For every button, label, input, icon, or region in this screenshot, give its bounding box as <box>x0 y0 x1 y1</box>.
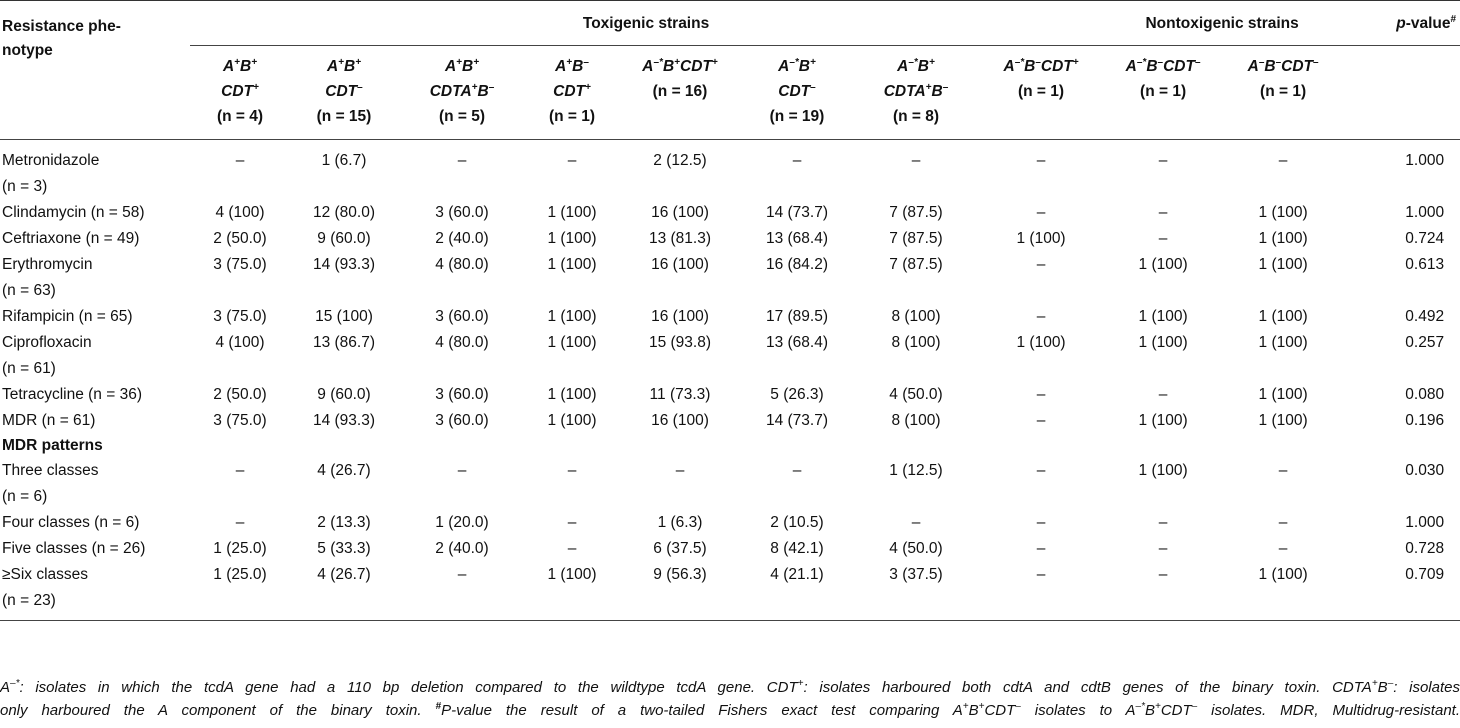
row-label: Tetracycline (n = 36) <box>2 386 142 403</box>
table-cell: 7 (87.5) <box>889 230 943 247</box>
table-cell: 4 (100) <box>215 204 265 221</box>
mdr-pattern-row <box>0 510 1460 536</box>
table-cell: 15 (93.8) <box>648 334 712 351</box>
table-cell: 1 (100) <box>1258 412 1308 429</box>
antibiotic-row <box>0 304 1460 330</box>
section-row <box>0 434 1460 458</box>
column-n: (n = 1) <box>1140 83 1187 100</box>
table-cell: 1 (100) <box>1138 334 1188 351</box>
table-cell: 7 (87.5) <box>889 256 943 273</box>
table-cell: 1 (100) <box>1258 256 1308 273</box>
column-n: (n = 1) <box>1018 83 1065 100</box>
p-value: 1.000 <box>1405 514 1445 531</box>
column-n: (n = 15) <box>316 108 372 125</box>
table-cell: – <box>1036 204 1046 221</box>
table-cell: – <box>1278 514 1288 531</box>
header-row-columns <box>0 46 1460 140</box>
table-cell: 1 (100) <box>1258 308 1308 325</box>
table-cell: 4 (80.0) <box>435 334 489 351</box>
table-cell: 2 (50.0) <box>213 230 267 247</box>
row-label: Erythromycin (n = 63) <box>2 256 93 299</box>
table-cell: 3 (37.5) <box>852 562 980 621</box>
table-cell: 13 (68.4) <box>765 230 829 247</box>
table-cell: 4 (80.0) <box>435 256 489 273</box>
row-label: MDR (n = 61) <box>2 412 96 429</box>
pvalue-header: p-value# <box>1342 1 1460 46</box>
table-cell: 1 (100) <box>1258 386 1308 403</box>
table-cell: 1 (100) <box>1138 308 1188 325</box>
antibiotic-row <box>0 330 1460 382</box>
p-value: 0.257 <box>1405 334 1445 351</box>
p-value: 0.030 <box>1405 462 1445 479</box>
table-cell: – <box>911 514 921 531</box>
table-cell: – <box>567 540 577 557</box>
table-cell: 4 (50.0) <box>889 540 943 557</box>
table-cell: 1 (100) <box>547 230 597 247</box>
table-cell: 1 (100) <box>1258 204 1308 221</box>
header-row-groups <box>0 1 1460 46</box>
table-cell: – <box>1158 152 1168 169</box>
table-cell: – <box>235 152 245 169</box>
table-cell: 15 (100) <box>315 308 373 325</box>
column-n: (n = 19) <box>769 108 825 125</box>
mdr-pattern-row <box>0 536 1460 562</box>
table-cell: 3 (75.0) <box>213 256 267 273</box>
table-cell: – <box>675 462 685 479</box>
table-cell: 9 (60.0) <box>317 386 371 403</box>
table-cell: 1 (100) <box>1016 230 1066 247</box>
table-cell: 6 (37.5) <box>653 540 707 557</box>
row-label: Three classes (n = 6) <box>2 462 99 505</box>
table-cell: 2 (50.0) <box>213 386 267 403</box>
table-cell: 2 (40.0) <box>435 540 489 557</box>
table-cell: 1 (100) <box>547 412 597 429</box>
table-cell: 1 (6.7) <box>321 152 367 169</box>
p-value: 0.080 <box>1405 386 1445 403</box>
p-value: 0.724 <box>1405 230 1445 247</box>
table-cell: 8 (100) <box>891 308 941 325</box>
table-cell: 2 (40.0) <box>435 230 489 247</box>
table-cell: 8 (100) <box>891 334 941 351</box>
column-header-3: A+B+ CDTA+B– (n = 5) <box>398 46 526 140</box>
column-header-10: A–B–CDT– (n = 1) <box>1224 46 1342 140</box>
column-n: (n = 1) <box>548 108 596 125</box>
table-cell: – <box>1278 462 1288 479</box>
column-header-6: A–*B+ CDT– (n = 19) <box>742 46 852 140</box>
table-cell: 1 (100) <box>547 334 597 351</box>
table-cell: 7 (87.5) <box>889 204 943 221</box>
column-header-4: A+B– CDT+ (n = 1) <box>526 46 618 140</box>
row-label: Ceftriaxone (n = 49) <box>2 230 140 247</box>
table-cell: 4 (100) <box>215 334 265 351</box>
table-cell: – <box>792 152 802 169</box>
antibiotic-row <box>0 408 1460 434</box>
mdr-pattern-row <box>0 562 1460 621</box>
table-cell: – <box>1036 412 1046 429</box>
table-cell: 1 (100) <box>547 308 597 325</box>
table-cell: – <box>567 462 577 479</box>
table-cell: – <box>567 152 577 169</box>
table-cell: 1 (20.0) <box>435 514 489 531</box>
footnote-line-1: A–*: isolates in which the tcdA gene had a 110 bp deletion compared to the wildtype tcdA gene. CDT+: isolates harboured both cdtA and cdtB genes of the binary toxin. CDTA+B–: isolates <box>0 678 1460 696</box>
table-cell: 1 (100) <box>1138 412 1188 429</box>
table-cell: 1 (100) <box>1016 334 1066 351</box>
table-cell: – <box>1158 204 1168 221</box>
table-cell: 1 (100) <box>547 204 597 221</box>
table-cell: 5 (26.3) <box>770 386 824 403</box>
antibiotic-row <box>0 382 1460 408</box>
table-cell: – <box>1278 540 1288 557</box>
table-cell: – <box>1158 230 1168 247</box>
row-label: Rifampicin (n = 65) <box>2 308 133 325</box>
table-cell: – <box>1036 462 1046 479</box>
table-cell: 3 (75.0) <box>213 308 267 325</box>
table-cell: 3 (60.0) <box>435 386 489 403</box>
antibiotic-row <box>0 252 1460 304</box>
table-cell: 17 (89.5) <box>765 308 829 325</box>
column-header-7: A–*B+ CDTA+B– (n = 8) <box>852 46 980 140</box>
table-cell: 14 (93.3) <box>312 256 376 273</box>
nontoxigenic-header: Nontoxigenic strains <box>1102 1 1342 46</box>
table-cell: – <box>1158 514 1168 531</box>
p-value: 1.000 <box>1405 204 1445 221</box>
p-value: 0.709 <box>1342 562 1460 621</box>
table-cell: 1 (25.0) <box>213 540 267 557</box>
table-cell: 1 (100) <box>547 256 597 273</box>
table-cell: – <box>457 462 467 479</box>
table-cell: 1 (12.5) <box>889 462 943 479</box>
table-cell: – <box>911 152 921 169</box>
table-cell: – <box>980 562 1102 621</box>
table-cell: 1 (100) <box>547 386 597 403</box>
table-cell: 12 (80.0) <box>312 204 376 221</box>
footnote-line-2: only harboured the A component of the binary toxin. #P-value the result of a two-tailed Fishers exact test comparing A+B+CDT– isolates to A–*B+CDT– isolates. MDR, Multidrug-resistant. <box>0 701 1460 719</box>
column-header-2: A+B+ CDT– (n = 15) <box>290 46 398 140</box>
table-cell: 11 (73.3) <box>649 386 711 403</box>
table-cell: 16 (84.2) <box>765 256 829 273</box>
table-cell: 1 (100) <box>1138 462 1188 479</box>
table-cell: 14 (73.7) <box>765 412 829 429</box>
table-cell: 16 (100) <box>651 308 709 325</box>
table-cell: 2 (10.5) <box>770 514 824 531</box>
row-label: Ciprofloxacin (n = 61) <box>2 334 92 377</box>
pvalue-spacer <box>1342 46 1460 140</box>
table-cell: – <box>1036 540 1046 557</box>
table-cell: 16 (100) <box>651 256 709 273</box>
table-cell: 4 (26.7) <box>290 562 398 621</box>
table-cell: 9 (60.0) <box>317 230 371 247</box>
table-cell: 13 (81.3) <box>648 230 712 247</box>
table-cell: – <box>1102 562 1224 621</box>
table-cell: 4 (21.1) <box>742 562 852 621</box>
table-cell: 14 (93.3) <box>312 412 376 429</box>
table-cell: – <box>457 152 467 169</box>
table-cell: 1 (6.3) <box>657 514 703 531</box>
p-value: 0.728 <box>1405 540 1445 557</box>
table-cell: – <box>1158 540 1168 557</box>
phenotype-header: Resistance phe- notype <box>2 18 121 59</box>
antibiotic-row <box>0 140 1460 201</box>
table-cell: 3 (75.0) <box>213 412 267 429</box>
toxigenic-header: Toxigenic strains <box>190 1 1102 46</box>
table-cell: 5 (33.3) <box>317 540 371 557</box>
table-cell: 1 (100) <box>1258 230 1308 247</box>
table-cell: 14 (73.7) <box>765 204 829 221</box>
column-header-1: A+B+ CDT+ (n = 4) <box>190 46 290 140</box>
table-cell: 16 (100) <box>651 412 709 429</box>
table-cell: – <box>567 514 577 531</box>
table-cell: 8 (42.1) <box>770 540 824 557</box>
column-n: (n = 1) <box>1260 83 1307 100</box>
row-label: ≥Six classes (n = 23) <box>0 562 190 621</box>
antibiotic-row <box>0 226 1460 252</box>
table-cell: – <box>1158 386 1168 403</box>
table-cell: 8 (100) <box>891 412 941 429</box>
table-cell: 1 (100) <box>1224 562 1342 621</box>
row-label: Clindamycin (n = 58) <box>2 204 145 221</box>
column-header-5: A–*B+CDT+ (n = 16) <box>618 46 742 140</box>
p-value: 1.000 <box>1405 152 1445 169</box>
mdr-pattern-row <box>0 458 1460 510</box>
table-cell: 2 (12.5) <box>653 152 707 169</box>
table-cell: 3 (60.0) <box>435 204 489 221</box>
p-value: 0.613 <box>1405 256 1445 273</box>
table-cell: 1 (25.0) <box>190 562 290 621</box>
p-value: 0.492 <box>1405 308 1445 325</box>
column-n: (n = 16) <box>652 83 708 100</box>
p-value: 0.196 <box>1405 412 1445 429</box>
table-cell: – <box>1036 256 1046 273</box>
table-cell: 2 (13.3) <box>317 514 371 531</box>
row-label: Five classes (n = 26) <box>2 540 146 557</box>
table-cell: 4 (50.0) <box>889 386 943 403</box>
table-cell: 16 (100) <box>651 204 709 221</box>
table-cell: – <box>398 562 526 621</box>
table-cell: 13 (86.7) <box>312 334 376 351</box>
table-cell: 1 (100) <box>526 562 618 621</box>
table-cell: – <box>235 514 245 531</box>
column-header-8: A–*B–CDT+ (n = 1) <box>980 46 1102 140</box>
table-cell: 1 (100) <box>1138 256 1188 273</box>
table-cell: – <box>1278 152 1288 169</box>
row-label: Metronidazole (n = 3) <box>2 152 100 195</box>
table-cell: 13 (68.4) <box>765 334 829 351</box>
table-cell: – <box>792 462 802 479</box>
table-cell: – <box>1036 308 1046 325</box>
column-n: (n = 4) <box>216 108 264 125</box>
table-cell: – <box>1036 514 1046 531</box>
table-cell: 9 (56.3) <box>618 562 742 621</box>
column-n: (n = 5) <box>438 108 486 125</box>
table-cell: 4 (26.7) <box>317 462 371 479</box>
antibiotic-row <box>0 200 1460 226</box>
table-cell: – <box>1036 386 1046 403</box>
table-cell: 1 (100) <box>1258 334 1308 351</box>
table-cell: – <box>1036 152 1046 169</box>
column-header-9: A–*B–CDT– (n = 1) <box>1102 46 1224 140</box>
section-label: MDR patterns <box>2 437 103 454</box>
table-cell: 3 (60.0) <box>435 308 489 325</box>
column-n: (n = 8) <box>892 108 940 125</box>
row-label: Four classes (n = 6) <box>2 514 140 531</box>
table-cell: – <box>235 462 245 479</box>
table-cell: 3 (60.0) <box>435 412 489 429</box>
